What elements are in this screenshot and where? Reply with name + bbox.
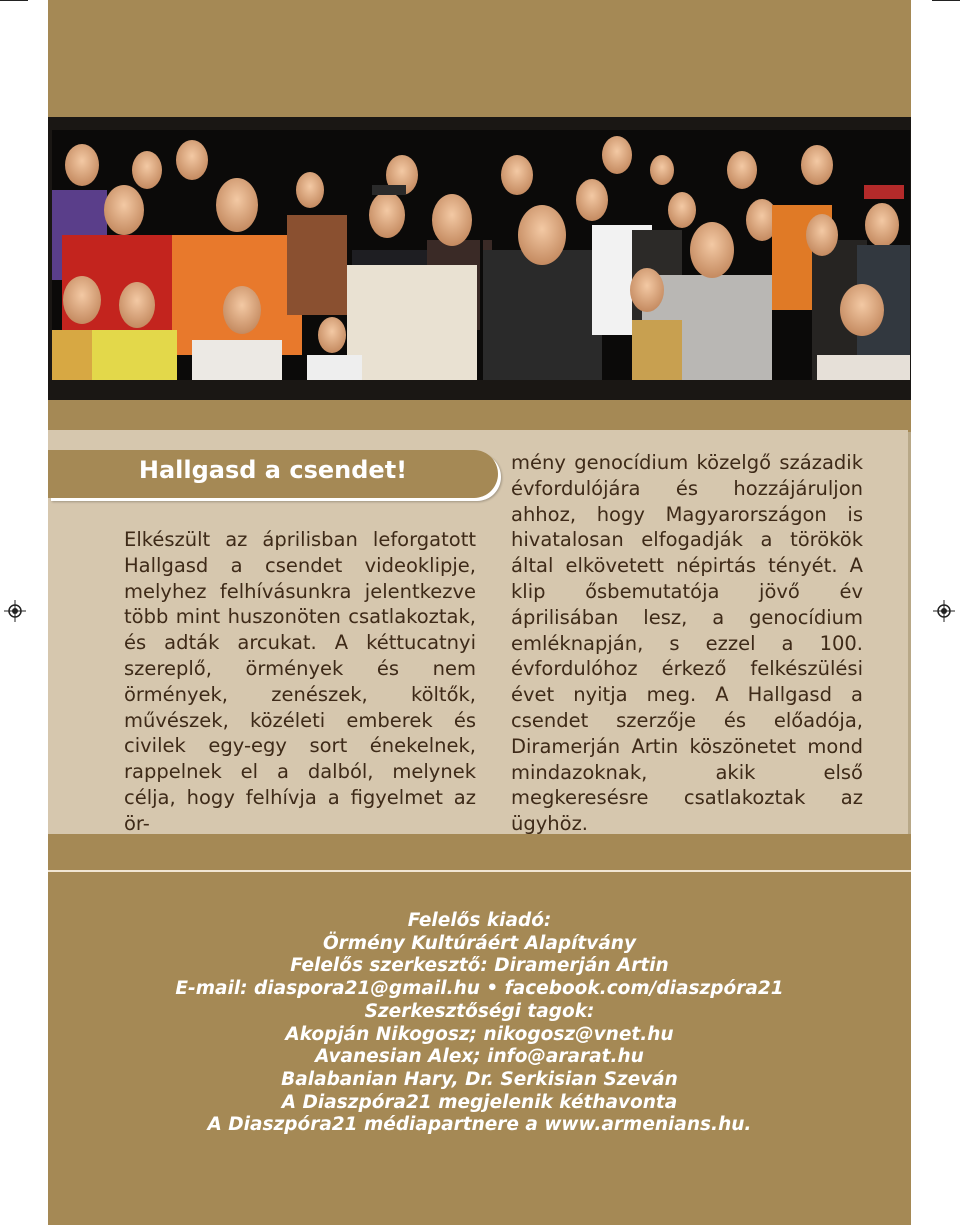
imprint	[48, 910, 911, 1137]
imprint-line-frequency: A Diaszpóra21 megjelenik kéthavonta	[281, 1091, 678, 1113]
imprint-line-publisher-label: Felelős kiadó:	[407, 910, 552, 931]
group-photo	[52, 130, 910, 380]
crop-mark-top-right	[932, 0, 960, 1]
imprint-line-member-1: Akopján Nikogosz; nikogosz@vnet.hu	[285, 1023, 674, 1045]
imprint-line-members-label: Szerkesztőségi tagok:	[364, 1000, 595, 1022]
imprint-line-member-2: Avanesian Alex; info@ararat.hu	[315, 1046, 644, 1068]
imprint-line-editor: Felelős szerkesztő: Diramerján Artin	[290, 955, 669, 977]
registration-mark-right	[933, 600, 955, 622]
crop-mark-top-left	[0, 0, 28, 1]
imprint-line-contact: E-mail: diaspora21@gmail.hu • facebook.com/diaszpóra21	[175, 978, 784, 1000]
section-divider	[48, 870, 911, 872]
article-column-2: mény genocídium közelgő századik évfordulójára és hozzájáruljon ahhoz, hogy Magyarországon is hivatalosan elfogadják a törökök által elkövetett népirtás tényét. A klip ősbemutatója jövő év áprilisában lesz, a genocídium emléknapján, s ezzel a 100. évfordulóhoz érkező felkészülési évet nyitja meg. A Hallgasd a csendet szerzője és előadója, Diramerján Artin köszönetet mond mindazoknak, akik első megkeresésre csatlakoztak az ügyhöz.	[511, 451, 863, 836]
imprint-line-member-3: Balabanian Hary, Dr. Serkisian Szeván	[281, 1068, 678, 1090]
article-box-shadow	[908, 432, 911, 834]
article-title-bar	[48, 450, 498, 498]
imprint-line-media-partner: A Diaszpóra21 médiapartnere a www.armenians.hu.	[207, 1114, 752, 1136]
article-title: Hallgasd a csendet!	[138, 456, 408, 484]
registration-mark-left	[4, 600, 26, 622]
article-column-1: Elkészült az áprilisban leforgatott Hallgasd a csendet videoklipje, melyhez felhívásunkra jelentkezve több mint huszonöten csatlakoztak, és adták arcukat. A kéttucatnyi szereplő, örmények és nem örmények, zenészek, költők, művészek, közéleti emberek és civilek egy-egy sort énekelnek, rappelnek el a dalból, melynek célja, hogy felhívja a figyelmet az ör-	[124, 528, 476, 835]
imprint-line-publisher: Örmény Kultúráért Alapítvány	[322, 932, 637, 954]
